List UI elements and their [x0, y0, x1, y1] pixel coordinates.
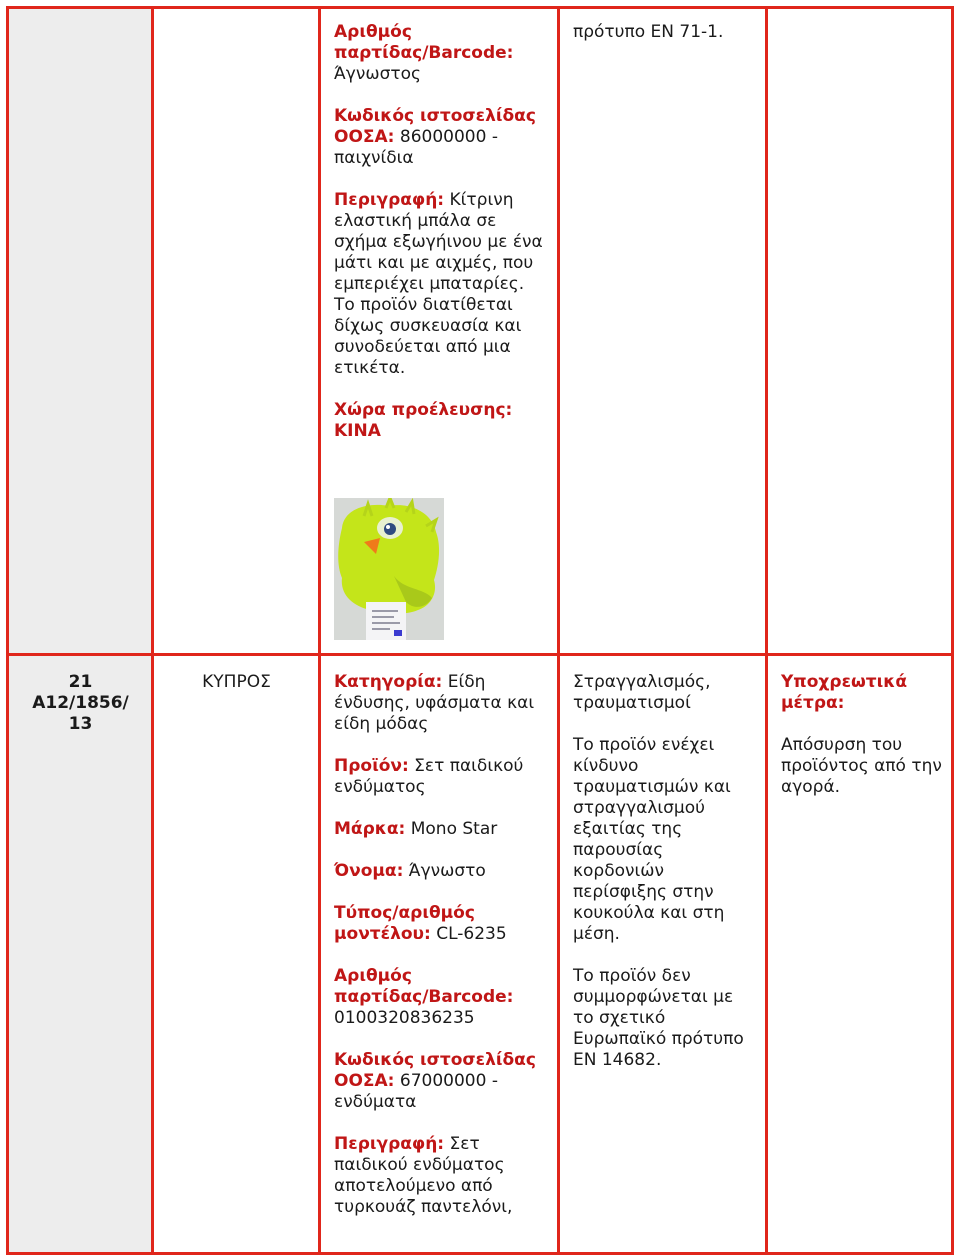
batch-value: Άγνωστος [334, 64, 421, 84]
border-middle [8, 653, 954, 656]
model-label: Τύπος/αριθμός μοντέλου: [334, 903, 475, 944]
border-top [8, 6, 954, 9]
taric-value: 86000000 - παιχνίδια [334, 127, 498, 168]
taric-value: 67000000 - ενδύματα [334, 1071, 498, 1112]
taric-label: Κωδικός ιστοσελίδας ΟΟΣΑ: [334, 106, 536, 147]
batch-label: Αριθμός παρτίδας/Barcode: [334, 22, 514, 63]
risk-standard: Το προϊόν δεν συμμορφώνεται με το σχετικό Ευρωπαϊκό πρότυπο ΕΝ 14682. [573, 966, 744, 1070]
description-label: Περιγραφή: [334, 190, 445, 210]
reference-number [8, 672, 153, 735]
border-col-5 [951, 6, 954, 1255]
batch-value: 0100320836235 [334, 1008, 475, 1028]
border-col-4 [765, 6, 768, 1255]
description-value: Κίτρινη ελαστική μπάλα σε σχήμα εξωγήινου με ένα μάτι και με αιχμές, που εμπεριέχει μπαταρίες. Το προϊόν διατίθεται δίχως συσκευασία και συνοδεύεται από μια ετικέτα. [334, 190, 543, 378]
origin-label: Χώρα προέλευσης: [334, 400, 513, 420]
notifying-country: ΚΥΠΡΟΣ [202, 672, 271, 692]
taric-label: Κωδικός ιστοσελίδας ΟΟΣΑ: [334, 1050, 536, 1091]
row2-product-details [334, 672, 549, 1239]
risk-description: Το προϊόν ενέχει κίνδυνο τραυματισμών και στραγγαλισμού εξαιτίας της παρουσίας κορδονιών περίσφιξης στην κουκούλα και στη μέση. [573, 735, 731, 944]
border-col-2 [318, 6, 321, 1255]
model-value: CL-6235 [430, 924, 507, 944]
measures-text: Απόσυρση του προϊόντος από την αγορά. [781, 735, 942, 797]
product-label: Προϊόν: [334, 756, 409, 776]
category-label: Κατηγορία: [334, 672, 443, 692]
measures-label: Υποχρεωτικά μέτρα: [781, 672, 908, 713]
risk-type: Στραγγαλισμός, τραυματισμοί [573, 672, 711, 713]
reference-number-text: 21 Α12/1856/ 13 [32, 672, 129, 734]
category-value: Είδη ένδυσης, υφάσματα και είδη μόδας [334, 672, 535, 734]
description-value: Σετ παιδικού ενδύματος αποτελούμενο από τυρκουάζ παντελόνι, [334, 1134, 513, 1217]
border-col-1 [151, 6, 154, 1255]
brand-value: Mono Star [405, 819, 498, 839]
origin-value: ΚΙΝΑ [334, 421, 381, 441]
border-col-0 [6, 6, 9, 1255]
name-label: Όνομα: [334, 861, 404, 881]
row1-reference-cell [8, 8, 153, 655]
batch-label: Αριθμός παρτίδας/Barcode: [334, 966, 514, 1007]
row1-product-details [334, 22, 549, 463]
border-col-3 [557, 6, 560, 1255]
row2-measures [781, 672, 946, 819]
name-value: Άγνωστο [403, 861, 486, 881]
description-label: Περιγραφή: [334, 1134, 445, 1154]
row1-risk-text: πρότυπο ΕΝ 71-1. [573, 22, 724, 42]
brand-label: Μάρκα: [334, 819, 406, 839]
product-photo [334, 498, 444, 640]
row2-reference-cell [8, 655, 153, 1253]
product-value: Σετ παιδικού ενδύματος [334, 756, 524, 797]
border-bottom [8, 1252, 954, 1255]
row2-risk-details [573, 672, 753, 1092]
